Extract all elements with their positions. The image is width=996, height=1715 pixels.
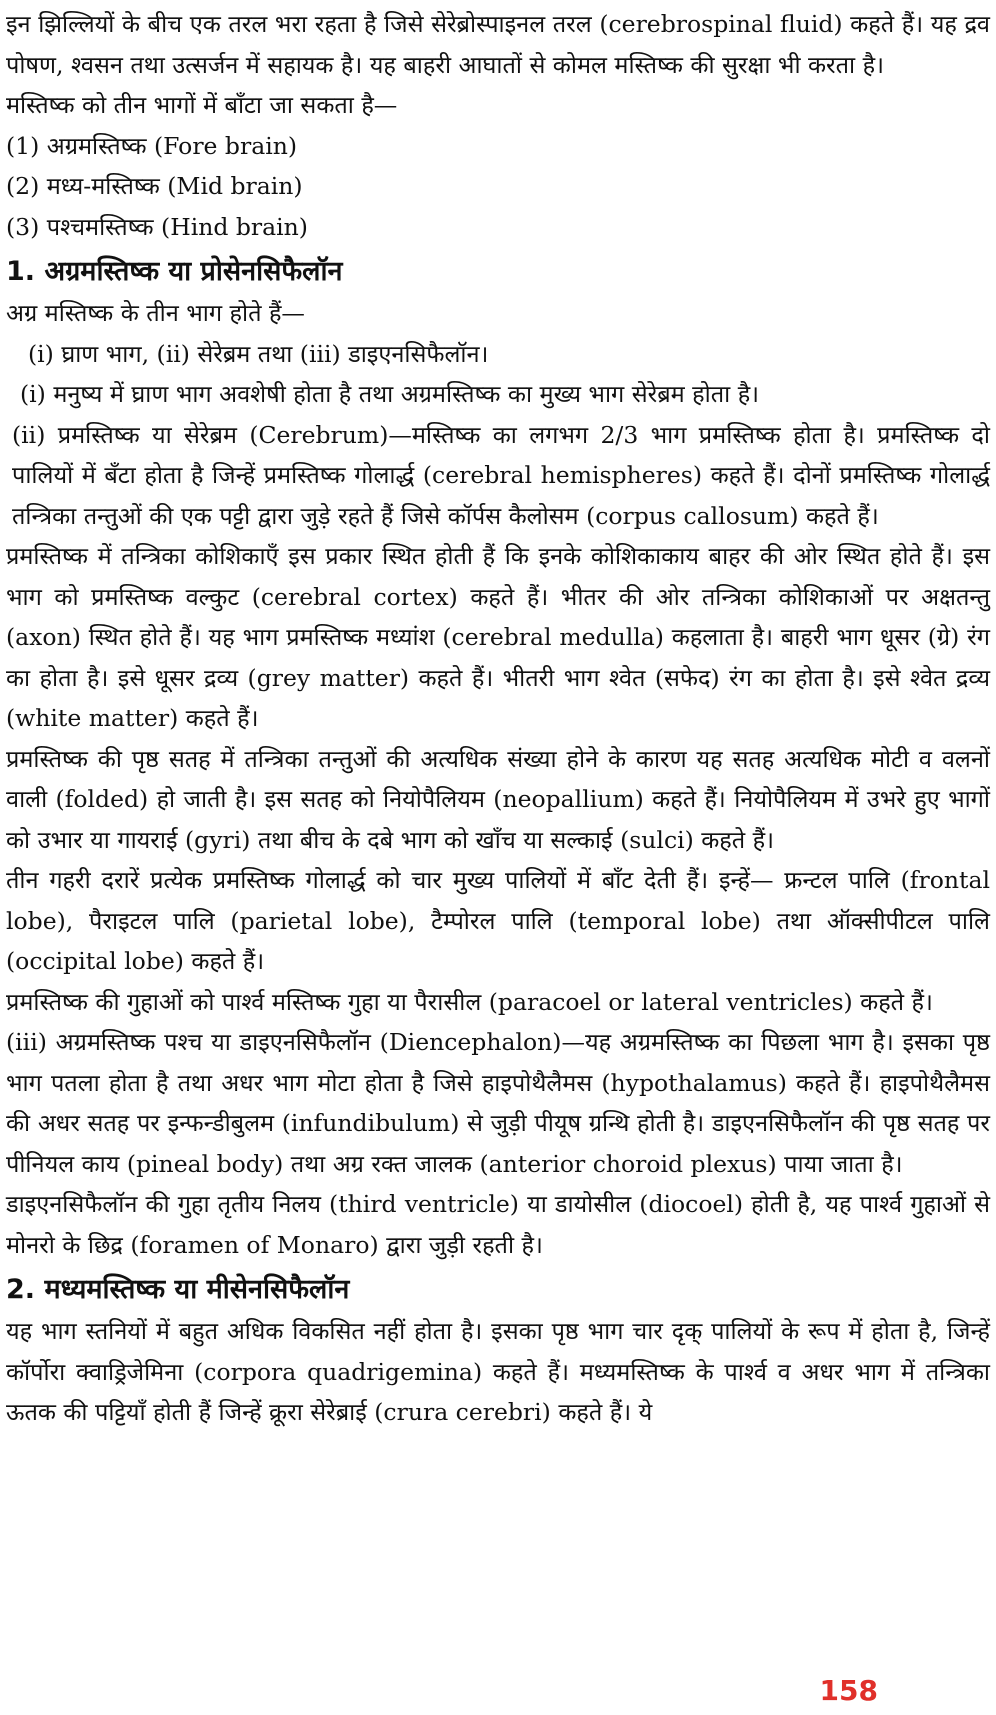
paragraph-midbrain: यह भाग स्तनियों में बहुत अधिक विकसित नहीं होता है। इसका पृष्ठ भाग चार दृक् पालियों के रूप में होता है, जिन्हें कॉर्पोरा क्वाड्रिजेमिना (corpora quadrigemina) कहते हैं। मध्यमस्तिष्क के पार्श्व व अधर भाग में तन्त्रिका ऊतक की पट्टियाँ होती हैं जिन्हें क्रूरा सेरेब्राई (crura cerebri) कहते हैं। ये	[6, 1317, 990, 1426]
paragraph-neopallium: प्रमस्तिष्क की पृष्ठ सतह में तन्त्रिका तन्तुओं की अत्यधिक संख्या होने के कारण यह सतह अत्यधिक मोटी व वलनों वाली (folded) हो जाती है। इस सतह को नियोपैलियम (neopallium) कहते हैं। नियोपैलियम में उभरे हुए भागों को उभार या गायराई (gyri) तथा बीच के दबे भाग को खाँच या सल्काई (sulci) कहते हैं।	[6, 744, 990, 854]
paragraph-csf: इन झिल्लियों के बीच एक तरल भरा रहता है जिसे सेरेब्रोस्पाइनल तरल (cerebrospinal fluid) कहते हैं। यह द्रव पोषण, श्वसन तथा उत्सर्जन में सहायक है। यह बाहरी आघातों से कोमल मस्तिष्क की सुरक्षा भी करता है।	[6, 10, 990, 79]
paragraph-forebrain-intro: अग्र मस्तिष्क के तीन भाग होते हैं—	[6, 299, 305, 327]
list-item-hind-brain: (3) पश्चमस्तिष्क (Hind brain)	[6, 212, 308, 241]
paragraph-diencephalon: (iii) अग्रमस्तिष्क पश्च या डाइएनसिफैलॉन (Diencephalon)—यह अग्रमस्तिष्क का पिछला भाग है। इसका पृष्ठ भाग पतला होता है तथा अधर भाग मोटा होता है जिसे हाइपोथैलैमस (hypothalamus) कहते हैं। हाइपोथैलैमस की अधर सतह पर इन्फन्डीबुलम (infundibulum) से जुड़ी पीयूष ग्रन्थि होती है। डाइएनसिफैलॉन की पृष्ठ सतह पर पीनियल काय (pineal body) तथा अग्र रक्त जालक (anterior choroid plexus) पाया जाता है।	[6, 1028, 990, 1178]
paragraph-lobes: तीन गहरी दरारें प्रत्येक प्रमस्तिष्क गोलार्द्ध को चार मुख्य पालियों में बाँट देती हैं। इन्हें— फ्रन्टल पालि (frontal lobe), पैराइटल पालि (parietal lobe), टैम्पोरल पालि (temporal lobe) तथा ऑक्सीपीटल पालि (occipital lobe) कहते हैं।	[6, 866, 990, 975]
paragraph-brain-parts-intro: मस्तिष्क को तीन भागों में बाँटा जा सकता है—	[6, 91, 398, 119]
list-item-mid-brain: (2) मध्य-मस्तिष्क (Mid brain)	[6, 172, 303, 200]
page-number: 158	[819, 1673, 878, 1707]
paragraph-cerebrum: (ii) प्रमस्तिष्क या सेरेब्रम (Cerebrum)—मस्तिष्क का लगभग 2/3 भाग प्रमस्तिष्क होता है। प्रमस्तिष्क दो पालियों में बँटा होता है जिन्हें प्रमस्तिष्क गोलार्द्ध (cerebral hemispheres) कहते हैं। दोनों प्रमस्तिष्क गोलार्द्ध तन्त्रिका तन्तुओं की एक पट्टी द्वारा जुड़े रहते हैं जिसे कॉर्पस कैलोसम (corpus callosum) कहते हैं।	[12, 420, 990, 530]
heading-midbrain: 2. मध्यमस्तिष्क या मीसेनसिफैलॉन	[6, 1274, 350, 1305]
paragraph-paracoel: प्रमस्तिष्क की गुहाओं को पार्श्व मस्तिष्क गुहा या पैरासील (paracoel or lateral ventricles) कहते हैं।	[6, 987, 933, 1016]
heading-forebrain: 1. अग्रमस्तिष्क या प्रोसेनसिफैलॉन	[6, 256, 343, 287]
paragraph-olfactory: (i) मनुष्य में घ्राण भाग अवशेषी होता है तथा अग्रमस्तिष्क का मुख्य भाग सेरेब्रम होता है।	[20, 380, 760, 408]
list-item-fore-brain: (1) अग्रमस्तिष्क (Fore brain)	[6, 131, 298, 160]
paragraph-cortex-medulla: प्रमस्तिष्क में तन्त्रिका कोशिकाएँ इस प्रकार स्थित होती हैं कि इनके कोशिकाकाय बाहर की ओर स्थित होते हैं। इस भाग को प्रमस्तिष्क वल्कुट (cerebral cortex) कहते हैं। भीतर की ओर तन्त्रिका कोशिकाओं पर अक्षतन्तु (axon) स्थित होते हैं। यह भाग प्रमस्तिष्क मध्यांश (cerebral medulla) कहलाता है। बाहरी भाग धूसर (ग्रे) रंग का होता है। इसे धूसर द्रव्य (grey matter) कहते हैं। भीतरी भाग श्वेत (सफेद) रंग का होता है। इसे श्वेत द्रव्य (white matter) कहते हैं।	[6, 542, 990, 732]
paragraph-forebrain-parts: (i) घ्राण भाग, (ii) सेरेब्रम तथा (iii) डाइएनसिफैलॉन।	[28, 339, 489, 368]
paragraph-third-ventricle: डाइएनसिफैलॉन की गुहा तृतीय निलय (third ventricle) या डायोसील (diocoel) होती है, यह पार्श्व गुहाओं से मोनरो के छिद्र (foramen of Monaro) द्वारा जुड़ी रहती है।	[6, 1190, 990, 1259]
